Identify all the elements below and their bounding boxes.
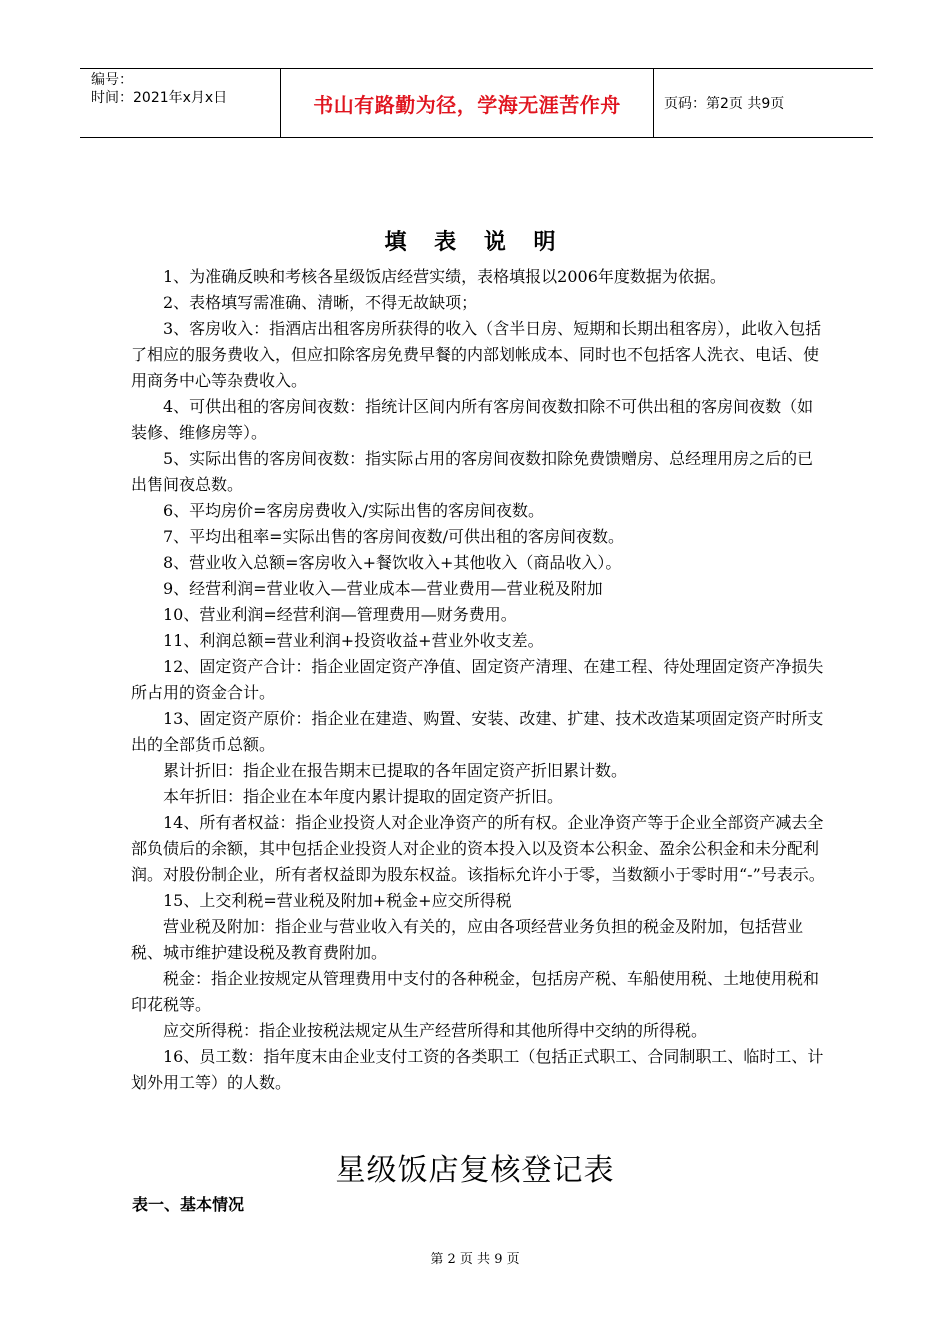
paragraph: 2、表格填写需准确、清晰，不得无故缺项； [163,293,478,312]
section-label: 表一、基本情况 [132,1195,245,1214]
form-title: 星级饭店复核登记表 [335,1153,615,1188]
paragraph: 营业税及附加：指企业与营业收入有关的，应由各项经营业务负担的税金及附加，包括营业税、城市维护建设税及教育费附加。 [131,917,804,962]
paragraph: 税金：指企业按规定从管理费用中支付的各种税金，包括房产税、车船使用税、土地使用税和印花税等。 [131,969,820,1014]
paragraph: 13、固定资产原价：指企业在建造、购置、安装、改建、扩建、技术改造某项固定资产时所支出的全部货币总额。 [131,709,824,754]
paragraph: 本年折旧：指企业在本年度内累计提取的固定资产折旧。 [163,787,564,806]
page-footer: 第 2 页 共 9 页 [430,1252,520,1267]
paragraph: 4、可供出租的客房间夜数：指统计区间内所有客房间夜数扣除不可供出租的客房间夜数（如装修、维修房等）。 [131,397,814,442]
paragraph: 14、所有者权益：指企业投资人对企业净资产的所有权。企业净资产等于企业全部资产减去全部负债后的余额，其中包括企业投资人对企业的资本投入以及资本公积金、盈余公积金和未分配利润。对股份制企业，所有者权益即为股东权益。该指标允许小于零，当数额小于零时用“-”号表示。 [131,813,825,884]
paragraph: 6、平均房价=客房房费收入/实际出售的客房间夜数。 [163,501,544,520]
paragraph: 7、平均出租率=实际出售的客房间夜数/可供出租的客房间夜数。 [163,527,624,546]
date-label: 时间：2021年x月x日 [91,90,228,106]
paragraph: 5、实际出售的客房间夜数：指实际占用的客房间夜数扣除免费馈赠房、总经理用房之后的已出售间夜总数。 [131,449,814,494]
paragraph: 10、营业利润=经营利润—管理费用—财务费用。 [163,605,517,624]
instructions-title: 填 表 说 明 [384,229,566,255]
paragraph: 8、营业收入总额=客房收入+餐饮收入+其他收入（商品收入）。 [163,553,622,572]
paragraph: 11、利润总额=营业利润+投资收益+营业外收支差。 [163,631,544,650]
paragraph: 16、员工数：指年度末由企业支付工资的各类职工（包括正式职工、合同制职工、临时工、计划外用工等）的人数。 [131,1047,824,1092]
number-label: 编号： [91,72,133,88]
paragraph: 15、上交利税=营业税及附加+税金+应交所得税 [163,891,512,910]
paragraph: 1、为准确反映和考核各星级饭店经营实绩，表格填报以2006年度数据为依据。 [163,267,726,286]
paragraph: 3、客房收入：指酒店出租客房所获得的收入（含半日房、短期和长期出租客房），此收入包括了相应的服务费收入，但应扣除客房免费早餐的内部划帐成本、同时也不包括客人洗衣、电话、使用商务中心等杂费收入。 [131,319,822,390]
paragraph: 12、固定资产合计：指企业固定资产净值、固定资产清理、在建工程、待处理固定资产净损失所占用的资金合计。 [131,657,824,702]
header-motto: 书山有路勤为径，学海无涯苦作舟 [281,69,654,137]
paragraph: 累计折旧：指企业在报告期末已提取的各年固定资产折旧累计数。 [163,761,628,780]
header-page-info: 页码：第2页 共9页 [664,96,785,112]
page-header [80,68,873,138]
paragraph: 应交所得税：指企业按税法规定从生产经营所得和其他所得中交纳的所得税。 [163,1021,708,1040]
paragraph: 9、经营利润=营业收入—营业成本—营业费用—营业税及附加 [163,579,603,598]
instructions-body [131,264,826,1096]
header-meta [80,69,281,137]
